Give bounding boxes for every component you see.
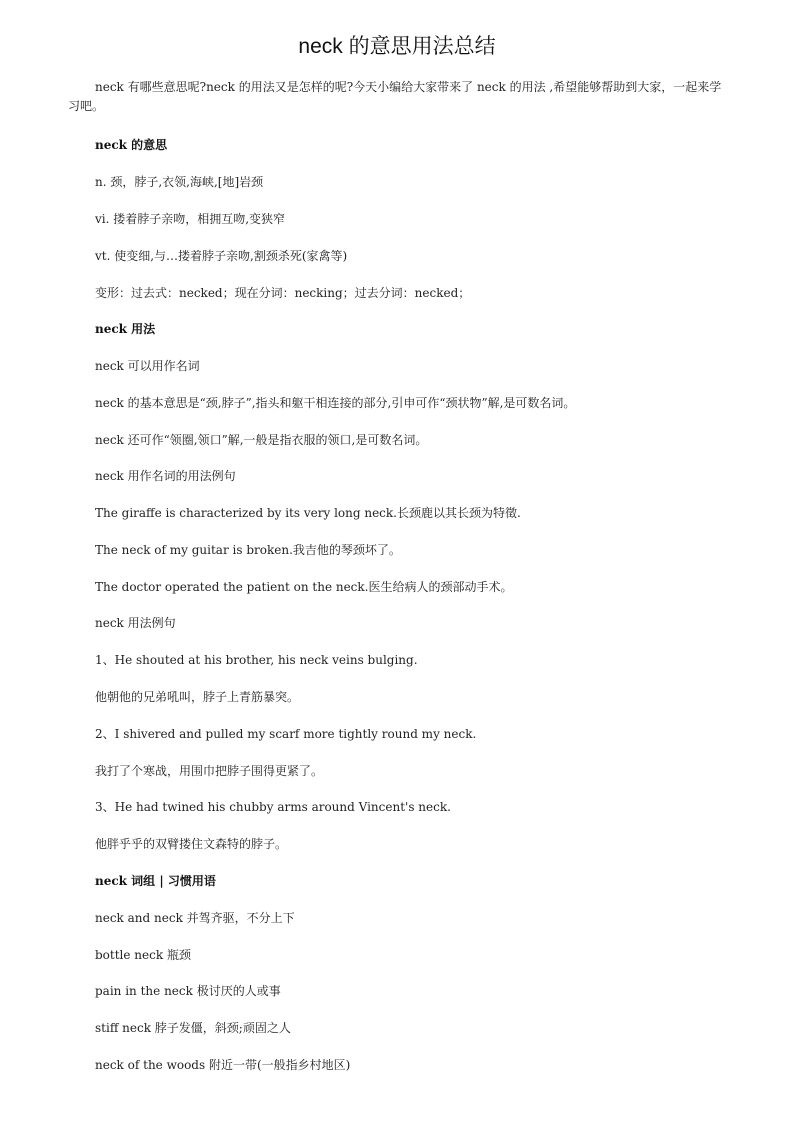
usage-basic-meaning: neck 的基本意思是“颈,脖子”,指头和躯干相连接的部分,引申可作“颈状物”解,是可数名词。 bbox=[95, 396, 576, 410]
meaning-vi: vi. 搂着脖子亲吻，相拥互吻,变狭窄 bbox=[95, 212, 286, 226]
example-zh: 他胖乎乎的双臂搂住文森特的脖子。 bbox=[95, 837, 288, 851]
example-en: 1、He shouted at his brother, his neck veins bulging. bbox=[95, 653, 418, 667]
usage-collar-meaning: neck 还可作“领圈,领口”解,一般是指衣服的领口,是可数名词。 bbox=[95, 433, 428, 447]
phrase-item: stiff neck 脖子发僵，斜颈;顽固之人 bbox=[95, 1021, 291, 1035]
noun-example: The neck of my guitar is broken.我吉他的琴颈坏了。 bbox=[95, 543, 401, 557]
noun-example: The doctor operated the patient on the neck.医生给病人的颈部动手术。 bbox=[95, 580, 513, 594]
usage-noun-use: neck 可以用作名词 bbox=[95, 359, 200, 373]
noun-example: The giraffe is characterized by its very long neck.长颈鹿以其长颈为特徵. bbox=[95, 506, 521, 520]
phrases-heading: neck 词组 | 习惯用语 bbox=[95, 874, 216, 888]
phrase-item: neck and neck 并驾齐驱，不分上下 bbox=[95, 911, 295, 925]
meaning-vt: vt. 使变细,与…搂着脖子亲吻,割颈杀死(家禽等) bbox=[95, 249, 348, 263]
meaning-forms: 变形：过去式：necked；现在分词：necking；过去分词：necked； bbox=[95, 286, 471, 300]
usage-heading: neck 用法 bbox=[95, 322, 156, 336]
example-zh: 他朝他的兄弟吼叫，脖子上青筋暴突。 bbox=[95, 690, 300, 704]
examples-heading: neck 用法例句 bbox=[95, 616, 176, 630]
meaning-heading: neck 的意思 bbox=[95, 138, 168, 152]
example-en: 3、He had twined his chubby arms around Vincent's neck. bbox=[95, 800, 451, 814]
phrase-item: neck of the woods 附近一带(一般指乡村地区) bbox=[95, 1058, 351, 1072]
noun-examples-heading: neck 用作名词的用法例句 bbox=[95, 469, 236, 483]
page-title: neck 的意思用法总结 bbox=[298, 35, 496, 58]
example-en: 2、I shivered and pulled my scarf more tightly round my neck. bbox=[95, 727, 477, 741]
phrase-item: pain in the neck 极讨厌的人或事 bbox=[95, 984, 281, 998]
example-zh: 我打了个寒战，用围巾把脖子围得更紧了。 bbox=[95, 764, 324, 778]
phrase-item: bottle neck 瓶颈 bbox=[95, 948, 191, 962]
meaning-noun: n. 颈，脖子,衣领,海峡,[地]岩颈 bbox=[95, 175, 264, 189]
intro-paragraph: neck 有哪些意思呢?neck 的用法又是怎样的呢?今天小编给大家带来了 neck 的用法 ,希望能够帮助到大家，一起来学习吧。 bbox=[68, 80, 722, 113]
